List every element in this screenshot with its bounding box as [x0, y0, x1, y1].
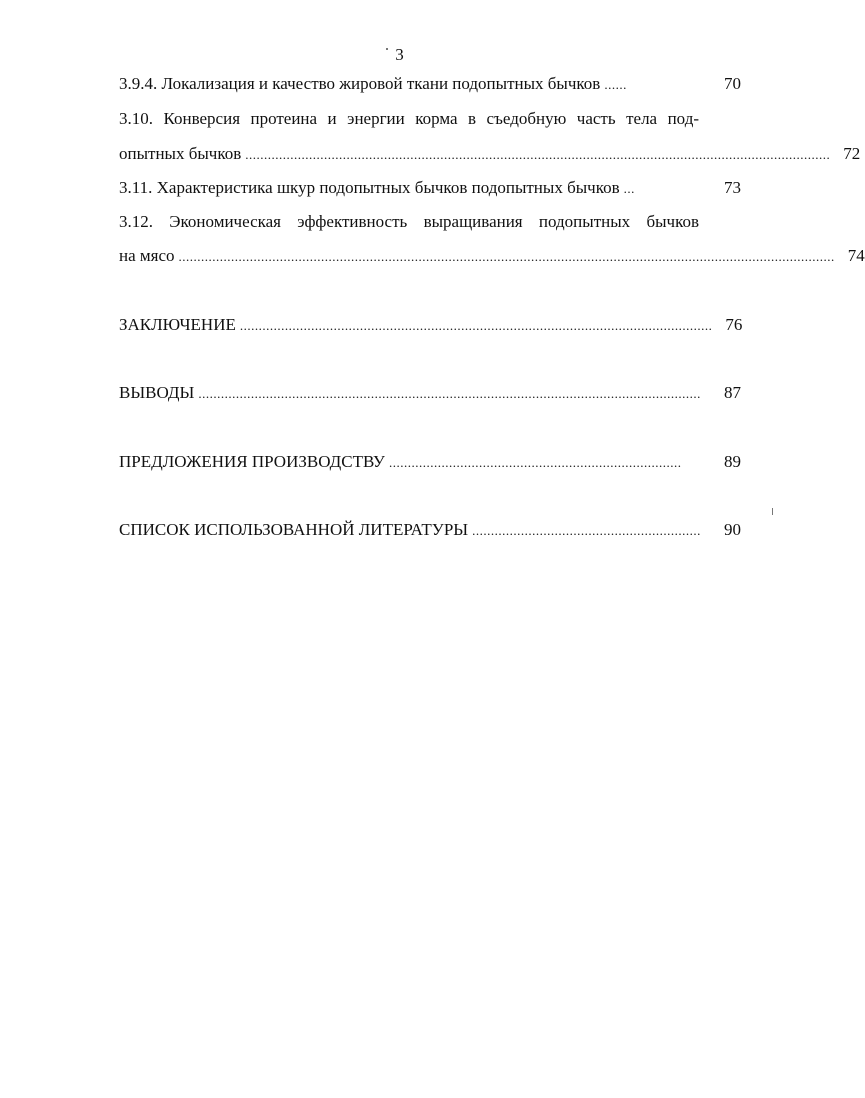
toc-entry[interactable]	[119, 520, 741, 540]
toc-leader-dots: ...	[623, 181, 635, 196]
toc-entry-title: СПИСОК ИСПОЛЬЗОВАННОЙ ЛИТЕРАТУРЫ	[119, 520, 469, 539]
toc-leader-dots: ............................................................................................................................................................	[245, 147, 831, 162]
toc-entry[interactable]	[119, 178, 741, 198]
scan-speck	[772, 508, 773, 515]
toc-entry-title: 3.9.4. Локализация и качество жировой ткани подопытных бычков	[119, 74, 601, 93]
toc-page-number: 76	[725, 315, 743, 334]
toc-entry-title: на мясо	[119, 246, 175, 265]
toc-entry[interactable]	[119, 74, 741, 94]
toc-leader-dots: ......................................................................................................................................	[198, 386, 701, 401]
toc-entry-title: ПРЕДЛОЖЕНИЯ ПРОИЗВОДСТВУ	[119, 452, 385, 471]
toc-entry[interactable]	[119, 144, 861, 164]
toc-leader-dots: ...............................................................................................................................................................................	[178, 249, 835, 264]
toc-entry-line[interactable]: 3.10. Конверсия протеина и энергии корма в съедобную часть тела под-	[119, 109, 699, 128]
toc-leader-dots: .............................................................	[472, 523, 701, 538]
toc-entry[interactable]	[119, 452, 741, 472]
toc-entry[interactable]	[119, 383, 741, 403]
toc-page-number: 70	[724, 74, 741, 93]
toc-page-number: 73	[724, 178, 741, 197]
toc-page-number: 90	[724, 520, 741, 539]
toc-entry-title: опытных бычков	[119, 144, 242, 163]
toc-entry[interactable]	[119, 246, 865, 266]
toc-page-number: 89	[724, 452, 741, 471]
page-number: 3	[395, 45, 404, 64]
scan-speck	[386, 48, 388, 50]
toc-entry-title: ЗАКЛЮЧЕНИЕ	[119, 315, 236, 334]
toc-entry[interactable]	[119, 315, 741, 335]
toc-page-number: 74	[847, 246, 865, 265]
toc-leader-dots: ......	[604, 77, 627, 92]
toc-entry-title: 3.11. Характеристика шкур подопытных бычков подопытных бычков	[119, 178, 620, 197]
toc-leader-dots: ..............................................................................	[388, 455, 682, 470]
toc-entry-title: ВЫВОДЫ	[119, 383, 195, 402]
toc-leader-dots: ..............................................................................................................................	[239, 318, 713, 333]
toc-page-number: 72	[843, 144, 861, 163]
toc-entry-line[interactable]: 3.12. Экономическая эффективность выращивания подопытных бычков	[119, 212, 699, 231]
toc-page-number: 87	[724, 383, 741, 402]
